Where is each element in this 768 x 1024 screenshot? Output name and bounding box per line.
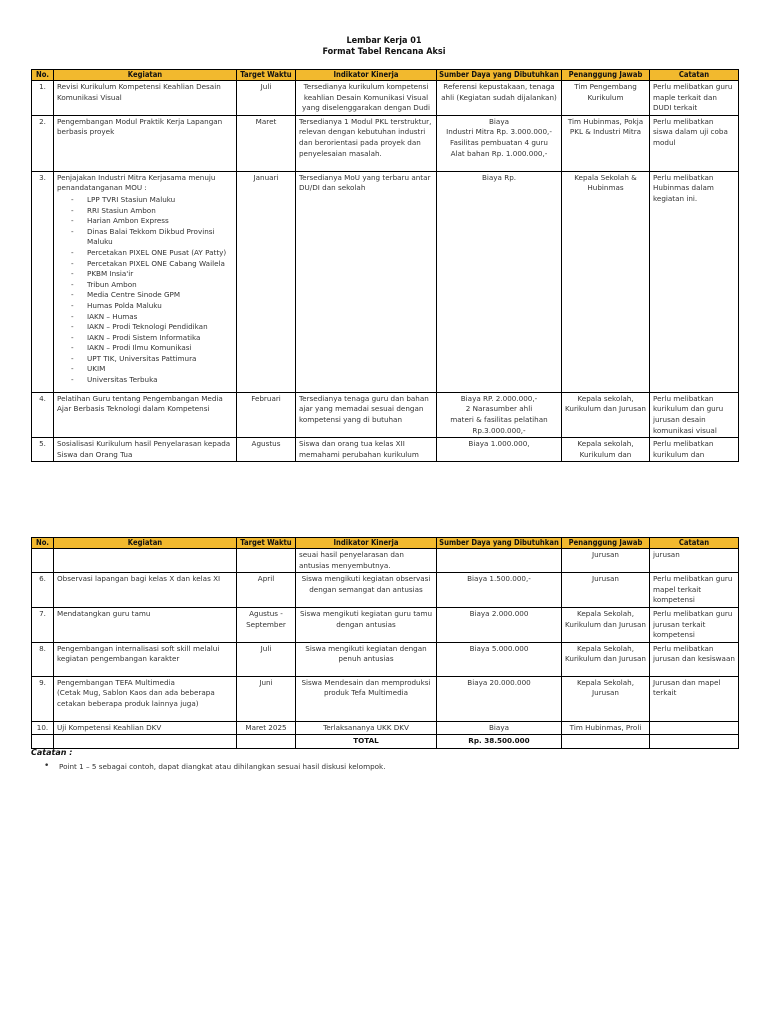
mitra-item: - IAKN – Prodi Ilmu Komunikasi xyxy=(71,343,233,354)
cell-catatan: jurusan xyxy=(650,549,739,573)
header-catatan: Catatan xyxy=(650,70,739,81)
table-row xyxy=(32,642,739,676)
cell-empty xyxy=(32,735,54,749)
mitra-item: - RRI Stasiun Ambon xyxy=(71,206,233,217)
cell-pj: Tim Pengembang Kurikulum xyxy=(562,81,650,116)
cell-no: 10. xyxy=(32,721,54,735)
header-indikator-kinerja: Indikator Kinerja xyxy=(296,70,437,81)
cell-catatan: Perlu melibatkan Hubinmas dalam kegiatan ini. xyxy=(650,171,739,392)
header-no: No. xyxy=(32,70,54,81)
cell-sumber: Biaya 1.000.000, xyxy=(437,438,562,462)
mitra-item: - UPT TIK, Universitas Pattimura xyxy=(71,354,233,365)
mitra-item: - Media Centre Sinode GPM xyxy=(71,290,233,301)
table-header-row xyxy=(32,538,739,549)
cell-indikator: Siswa mengikuti kegiatan guru tamu dengan antusias xyxy=(296,607,437,642)
document-subtitle: Format Tabel Rencana Aksi xyxy=(322,47,446,57)
cell-waktu: Juni xyxy=(237,676,296,721)
cell-catatan: Perlu melibatkan kurikulum dan guru jurusan desain komunikasi visual xyxy=(650,392,739,437)
cell-waktu: Februari xyxy=(237,392,296,437)
mitra-item: - Percetakan PIXEL ONE Cabang Wailela xyxy=(71,259,233,270)
mitra-item: - PKBM Insia'ir xyxy=(71,269,233,280)
header-indikator-kinerja: Indikator Kinerja xyxy=(296,538,437,549)
table-row xyxy=(32,81,739,116)
table-row xyxy=(32,573,739,608)
header-target-waktu: Target Waktu xyxy=(237,538,296,549)
cell-pj: Tim Hubinmas, Proli xyxy=(562,721,650,735)
cell-sumber: Biaya 20.000.000 xyxy=(437,676,562,721)
cell-waktu xyxy=(237,549,296,573)
cell-sumber: Biaya 1.500.000,- xyxy=(437,573,562,608)
cell-pj: Jurusan xyxy=(562,549,650,573)
cell-kegiatan: Pengembangan Modul Praktik Kerja Lapangan berbasis proyek xyxy=(54,115,237,171)
mitra-intro: Penjajakan Industri Mitra Kerjasama menuju penandatanganan MOU : xyxy=(57,172,216,193)
header-penanggung-jawab: Penanggung Jawab xyxy=(562,70,650,81)
cell-no: 1. xyxy=(32,81,54,116)
cell-waktu: Juli xyxy=(237,81,296,116)
header-no: No. xyxy=(32,538,54,549)
action-plan-table-page1 xyxy=(31,69,739,462)
cell-no: 2. xyxy=(32,115,54,171)
header-penanggung-jawab: Penanggung Jawab xyxy=(562,538,650,549)
cell-no xyxy=(32,549,54,573)
cell-pj: Kepala sekolah, Kurikulum dan Jurusan xyxy=(562,392,650,437)
mitra-item: - IAKN – Humas xyxy=(71,312,233,323)
cell-no: 8. xyxy=(32,642,54,676)
cell-kegiatan: Pelatihan Guru tentang Pengembangan Media Ajar Berbasis Teknologi dalam Kompetensi xyxy=(54,392,237,437)
cell-waktu: Januari xyxy=(237,171,296,392)
cell-waktu: Agustus - September xyxy=(237,607,296,642)
table-row xyxy=(32,438,739,462)
cell-waktu: Maret 2025 xyxy=(237,721,296,735)
cell-indikator: Siswa mengikuti kegiatan observasi dengan semangat dan antusias xyxy=(296,573,437,608)
document-title: Lembar Kerja 01 xyxy=(346,36,422,46)
cell-pj: Tim Hubinmas, Pokja PKL & Industri Mitra xyxy=(562,115,650,171)
cell-no: 5. xyxy=(32,438,54,462)
cell-sumber: Biaya xyxy=(437,721,562,735)
cell-pj: Kepala Sekolah & Hubinmas xyxy=(562,171,650,392)
cell-sumber: Biaya 2.000.000 xyxy=(437,607,562,642)
cell-waktu: Maret xyxy=(237,115,296,171)
mitra-item: - Tribun Ambon xyxy=(71,280,233,291)
cell-catatan: Perlu melibatkan guru jurusan terkait kompetensi xyxy=(650,607,739,642)
cell-indikator: Siswa dan orang tua kelas XII memahami perubahan kurikulum xyxy=(296,438,437,462)
header-kegiatan: Kegiatan xyxy=(54,70,237,81)
cell-pj: Kepala Sekolah, Kurikulum dan Jurusan xyxy=(562,607,650,642)
table-row xyxy=(32,549,739,573)
cell-indikator: Siswa Mendesain dan memproduksi produk Tefa Multimedia xyxy=(296,676,437,721)
cell-kegiatan: Uji Kompetensi Keahlian DKV xyxy=(54,721,237,735)
cell-sumber: Biaya Rp. xyxy=(437,171,562,392)
cell-empty xyxy=(562,735,650,749)
action-plan-table-page2 xyxy=(31,537,739,749)
mitra-item: - Percetakan PIXEL ONE Pusat (AY Patty) xyxy=(71,248,233,259)
cell-catatan: Perlu melibatkan kurikulum dan xyxy=(650,438,739,462)
cell-no: 3. xyxy=(32,171,54,392)
cell-kegiatan: Pengembangan internalisasi soft skill melalui kegiatan pengembangan karakter xyxy=(54,642,237,676)
cell-sumber: Biaya 5.000.000 xyxy=(437,642,562,676)
cell-catatan: Jurusan dan mapel terkait xyxy=(650,676,739,721)
cell-indikator: Tersedianya MoU yang terbaru antar DU/DI dan sekolah xyxy=(296,171,437,392)
mitra-item: - IAKN – Prodi Sistem Informatika xyxy=(71,333,233,344)
cell-sumber: Biaya RP. 2.000.000,- 2 Narasumber ahli materi & fasilitas pelatihan Rp.3.000.000,- xyxy=(437,392,562,437)
cell-empty xyxy=(54,735,237,749)
header-sumber-daya: Sumber Daya yang Dibutuhkan xyxy=(437,538,562,549)
cell-pj: Kepala Sekolah, Kurikulum dan Jurusan xyxy=(562,642,650,676)
mitra-item: - LPP TVRI Stasiun Maluku xyxy=(71,195,233,206)
cell-kegiatan: Mendatangkan guru tamu xyxy=(54,607,237,642)
mitra-list xyxy=(57,195,233,386)
cell-indikator: seuai hasil penyelarasan dan antusias menyembutnya. xyxy=(296,549,437,573)
cell-pj: Kepala Sekolah, Jurusan xyxy=(562,676,650,721)
cell-kegiatan xyxy=(54,549,237,573)
header-target-waktu: Target Waktu xyxy=(237,70,296,81)
cell-empty xyxy=(650,735,739,749)
cell-empty xyxy=(237,735,296,749)
cell-sumber: Biaya Industri Mitra Rp. 3.000.000,- Fasilitas pembuatan 4 guru Alat bahan Rp. 1.000.000,- xyxy=(437,115,562,171)
total-label: TOTAL xyxy=(296,735,437,749)
cell-pj: Jurusan xyxy=(562,573,650,608)
cell-kegiatan: Pengembangan TEFA Multimedia (Cetak Mug, Sablon Kaos dan ada beberapa cetakan beberapa produk lainnya juga) xyxy=(54,676,237,721)
cell-indikator: Terlaksananya UKK DKV xyxy=(296,721,437,735)
cell-catatan: Perlu melibatkan guru maple terkait dan DUDI terkait xyxy=(650,81,739,116)
cell-kegiatan: Observasi lapangan bagi kelas X dan kelas XI xyxy=(54,573,237,608)
cell-catatan: Perlu melibatkan siswa dalam uji coba modul xyxy=(650,115,739,171)
cell-indikator: Tersedianya 1 Modul PKL terstruktur, relevan dengan kebutuhan industri dan berorientasi pada proyek dan penyelesaian masalah. xyxy=(296,115,437,171)
notes-item-text: Point 1 – 5 sebagai contoh, dapat diangkat atau dihilangkan sesuai hasil diskusi kelompok. xyxy=(59,762,386,771)
notes-heading: Catatan : xyxy=(31,748,73,757)
cell-indikator: Siswa mengikuti kegiatan dengan penuh antusias xyxy=(296,642,437,676)
mitra-item: - Humas Polda Maluku xyxy=(71,301,233,312)
cell-no: 7. xyxy=(32,607,54,642)
cell-kegiatan: Revisi Kurikulum Kompetensi Keahlian Desain Komunikasi Visual xyxy=(54,81,237,116)
cell-no: 4. xyxy=(32,392,54,437)
cell-kegiatan: Sosialisasi Kurikulum hasil Penyelarasan kepada Siswa dan Orang Tua xyxy=(54,438,237,462)
mitra-item: - Harian Ambon Express xyxy=(71,216,233,227)
cell-sumber: Referensi kepustakaan, tenaga ahli (Kegiatan sudah dijalankan) xyxy=(437,81,562,116)
header-kegiatan: Kegiatan xyxy=(54,538,237,549)
mitra-item: - Universitas Terbuka xyxy=(71,375,233,386)
cell-no: 9. xyxy=(32,676,54,721)
mitra-item: - Dinas Balai Tekkom Dikbud Provinsi Maluku xyxy=(71,227,233,248)
cell-no: 6. xyxy=(32,573,54,608)
cell-pj: Kepala sekolah, Kurikulum dan xyxy=(562,438,650,462)
cell-kegiatan-mitra xyxy=(54,171,237,392)
cell-waktu: Agustus xyxy=(237,438,296,462)
total-row xyxy=(32,735,739,749)
cell-sumber xyxy=(437,549,562,573)
table-row xyxy=(32,392,739,437)
cell-indikator: Tersedianya kurikulum kompetensi keahlian Desain Komunikasi Visual yang diselenggarakan dengan Dudi xyxy=(296,81,437,116)
table-row xyxy=(32,721,739,735)
cell-waktu: April xyxy=(237,573,296,608)
mitra-item: - IAKN – Prodi Teknologi Pendidikan xyxy=(71,322,233,333)
cell-waktu: Juli xyxy=(237,642,296,676)
table-row xyxy=(32,607,739,642)
notes-item xyxy=(44,762,385,771)
table-row xyxy=(32,115,739,171)
total-value: Rp. 38.500.000 xyxy=(437,735,562,749)
mitra-item: - UKIM xyxy=(71,364,233,375)
table-row xyxy=(32,171,739,392)
table-header-row xyxy=(32,70,739,81)
cell-indikator: Tersedianya tenaga guru dan bahan ajar yang memadai sesuai dengan kompetensi yang di butuhan xyxy=(296,392,437,437)
cell-catatan xyxy=(650,721,739,735)
header-sumber-daya: Sumber Daya yang Dibutuhkan xyxy=(437,70,562,81)
header-catatan: Catatan xyxy=(650,538,739,549)
cell-catatan: Perlu melibatkan jurusan dan kesiswaan xyxy=(650,642,739,676)
table-row xyxy=(32,676,739,721)
cell-catatan: Perlu melibatkan guru mapel terkait kompetensi xyxy=(650,573,739,608)
